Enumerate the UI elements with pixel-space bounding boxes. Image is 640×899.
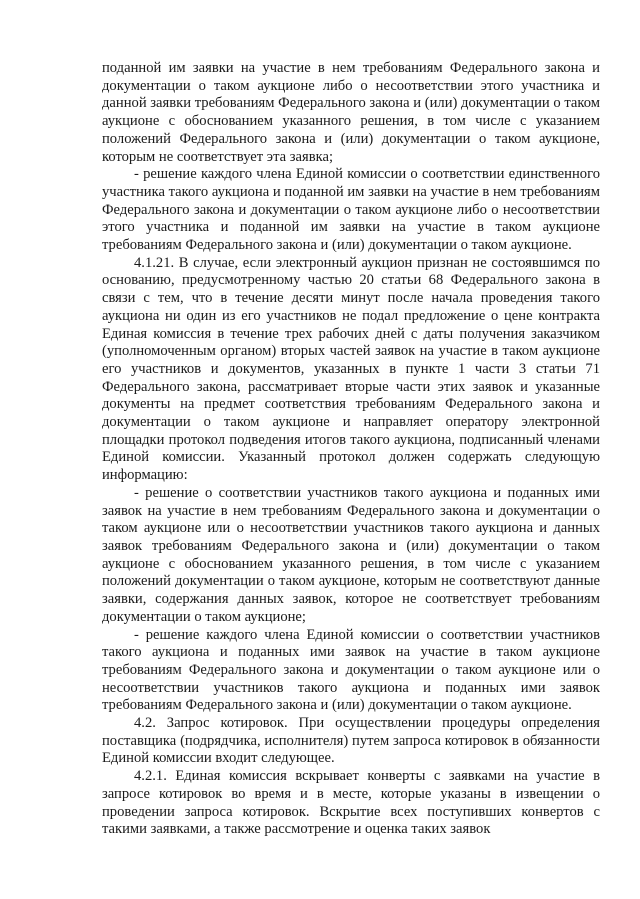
paragraph-member-decision-2: - решение каждого члена Единой комиссии о соответствии участников такого аукциона и поданных ими заявок на участие в таком аукционе требованиям Федерального закона и документации о таком аукционе или о несоответствии участников такого аукциона и поданных ими заявок требованиям Федерального закона и (или) документации о таком аукционе. (102, 626, 600, 714)
paragraph-4-1-21: 4.1.21. В случае, если электронный аукцион признан не состоявшимся по основанию, предусмотренному частью 20 статьи 68 Федерального закона в связи с тем, что в течение десяти минут после начала проведения такого аукциона ни один из его участников не подал предложение о цене контракта Единая комиссия в течение трех рабочих дней с даты получения заказчиком (уполномоченным органом) вторых частей заявок на участие в таком аукционе его участников и документов, указанных в пункте 1 части 3 статьи 71 Федерального закона, рассматривает вторые части этих заявок и указанные документы на предмет соответствия требованиям Федерального закона и документации о таком аукционе и направляет оператору электронной площадки протокол подведения итогов такого аукциона, подписанный членами Единой комиссии. Указанный протокол должен содержать следующую информацию: (102, 254, 600, 484)
paragraph-continuation: поданной им заявки на участие в нем требованиям Федерального закона и документации о таком аукционе либо о несоответствии этого участника и данной заявки требованиям Федерального закона и (или) документации о таком аукционе с обоснованием указанного решения, в том числе с указанием положений Федерального закона и (или) документации о таком аукционе, которым не соответствует эта заявка; (102, 60, 600, 165)
paragraph-4-2-1: 4.2.1. Единая комиссия вскрывает конверты с заявками на участие в запросе котировок во время и в месте, которые указаны в извещении о проведении запроса котировок. Вскрытие всех поступивших конвертов с такими заявками, а также рассмотрение и оценка таких заявок (102, 768, 600, 838)
paragraph-4-2: 4.2. Запрос котировок. При осуществлении процедуры определения поставщика (подрядчика, исполнителя) путем запроса котировок в обязанности Единой комиссии входит следующее. (102, 715, 600, 767)
paragraph-decision-conformity: - решение о соответствии участников такого аукциона и поданных ими заявок на участие в нем требованиям Федерального закона и документации о таком аукционе или о несоответствии участников такого аукциона и данных заявок требованиям Федерального закона и (или) документации о таком аукционе с обоснованием указанного решения, в том числе с указанием положений документации о таком аукционе, которым не соответствуют данные заявки, содержания данных заявок, которое не соответствует требованиям документации о таком аукционе; (102, 484, 600, 625)
paragraph-member-decision: - решение каждого члена Единой комиссии о соответствии единственного участника такого аукциона и поданной им заявки на участие в нем требованиям Федерального закона и документации о таком аукционе либо о несоответствии этого участника и поданной им заявки на участие в таком аукционе требованиям Федерального закона и (или) документации о таком аукционе. (102, 166, 600, 254)
